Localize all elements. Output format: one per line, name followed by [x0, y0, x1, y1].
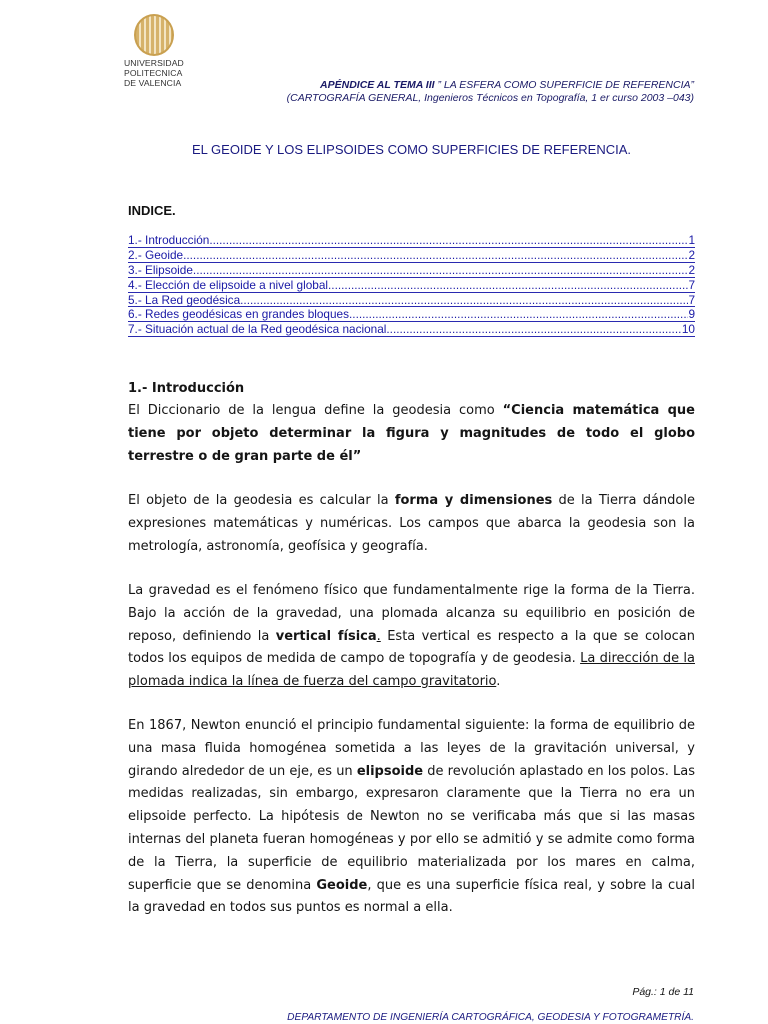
header-topic: ” LA ESFERA COMO SUPERFICIE DE REFERENCIA”	[434, 79, 694, 91]
header-line-1	[287, 79, 694, 92]
toc-label: 5.- La Red geodésica	[128, 292, 241, 307]
toc-link-red-geodesica[interactable]	[128, 293, 695, 308]
toc-label: 3.- Elipsoide	[128, 262, 193, 277]
section-title: 1.- Introducción	[128, 381, 245, 396]
paragraph-text: La gravedad es el fenómeno físico que fundamentalmente rige la forma de la Tierra. Bajo la acción de la gravedad, una plomada alcanza su equilibrio en posición de reposo, definiendo la	[128, 583, 695, 644]
toc-link-geoide[interactable]	[128, 248, 695, 263]
toc-label: 4.- Elección de elipsoide a nivel global	[128, 277, 329, 292]
university-logo	[124, 14, 186, 88]
paragraph-text: , que es una superficie física real, y sobre la cual la gravedad en todos sus puntos es normal a ella.	[128, 877, 695, 916]
toc-leader	[193, 263, 689, 278]
toc-page: 2	[688, 262, 695, 277]
university-seal-icon	[134, 14, 174, 56]
toc-link-eleccion-elipsoide[interactable]	[128, 278, 695, 293]
paragraph-text: El objeto de la geodesia es calcular la	[128, 493, 395, 508]
header-line-2: (CARTOGRAFÍA GENERAL, Ingenieros Técnicos en Topografía, 1 er curso 2003 –043)	[286, 92, 694, 104]
paragraph-text: de la Tierra dándole expresiones matemáticas y numéricas. Los campos que abarca la geodesia son la metrología, astronomía, geofísica y geografía.	[128, 493, 695, 554]
logo-line: DE VALENCIA	[124, 78, 182, 88]
paragraph-newton	[128, 715, 695, 920]
logo-text	[124, 58, 186, 88]
toc-page: 1	[688, 233, 695, 247]
table-of-contents	[128, 233, 695, 337]
toc-label: 7.- Situación actual de la Red geodésica nacional	[128, 322, 387, 337]
paragraph-text: de revolución aplastado en los polos. Las medidas realizadas, sin embargo, expresaron claramente que la Tierra no era un elipsoide perfecto. La hipótesis de Newton no se verificaba más que si las masas internas del planeta fueran homogéneas y por ello se admitió y se admite como forma de la Tierra, la superficie de equilibrio materializada por los mares en calma, superficie que se denomina	[128, 763, 695, 893]
toc-leader	[209, 233, 688, 248]
toc-link-introduccion[interactable]	[128, 233, 695, 248]
punctuation: .	[376, 628, 381, 644]
paragraph-text: Esta vertical es respecto a la que se colocan todos los equipos de medida de campo de topografía y de geodesia.	[128, 628, 695, 667]
quote-definition: “Ciencia matemática que tiene por objeto determinar la figura y magnitudes de todo el globo terrestre o de gran parte de él”	[128, 403, 695, 464]
toc-leader	[183, 248, 688, 263]
paragraph-definition	[128, 400, 695, 468]
paragraph-text: El Diccionario de la lengua define la geodesia como	[128, 403, 503, 418]
toc-leader	[328, 278, 688, 293]
emphasis-text: Geoide	[316, 877, 368, 893]
emphasis-text: forma y dimensiones	[394, 493, 553, 508]
logo-line: UNIVERSIDAD	[124, 58, 184, 68]
toc-label: 2.- Geoide	[128, 247, 184, 262]
toc-page: 10	[681, 322, 695, 337]
emphasis-text: vertical física	[275, 628, 377, 644]
toc-link-redes-bloques[interactable]	[128, 307, 695, 322]
document-title: EL GEOIDE Y LOS ELIPSOIDES COMO SUPERFICIES DE REFERENCIA.	[192, 142, 631, 157]
toc-leader	[349, 307, 688, 322]
paragraph-text: En 1867, Newton enunció el principio fundamental siguiente: la forma de equilibrio de una masa fluida homogénea sometida a las leyes de la gravitación universal, y girando alrededor de un eje, es un	[128, 718, 695, 779]
toc-label: 6.- Redes geodésicas en grandes bloques	[128, 307, 350, 322]
department-footer: DEPARTAMENTO DE INGENIERÍA CARTOGRÁFICA, GEODESIA Y FOTOGRAMETRÍA.	[287, 1012, 694, 1023]
toc-label: 1.- Introducción	[128, 233, 210, 247]
toc-link-situacion-actual[interactable]	[128, 322, 695, 337]
toc-leader	[386, 322, 681, 337]
emphasis-text: elipsoide	[356, 763, 424, 779]
toc-page: 9	[688, 307, 695, 322]
toc-page: 7	[688, 277, 695, 292]
logo-line: POLITECNICA	[124, 68, 183, 78]
header-appendix: APÉNDICE AL TEMA III	[320, 79, 435, 91]
underlined-text: La dirección de la plomada indica la línea de fuerza del campo gravitatorio	[128, 651, 695, 690]
document-header	[287, 79, 694, 105]
paragraph-objective	[128, 490, 695, 558]
page-number: Pág.: 1 de 11	[632, 986, 694, 998]
punctuation: .	[496, 674, 501, 690]
toc-page: 7	[688, 292, 695, 307]
toc-link-elipsoide[interactable]	[128, 263, 695, 278]
toc-page: 2	[688, 247, 695, 262]
index-title: INDICE.	[128, 203, 176, 218]
paragraph-gravity	[128, 580, 695, 694]
toc-leader	[240, 293, 688, 308]
